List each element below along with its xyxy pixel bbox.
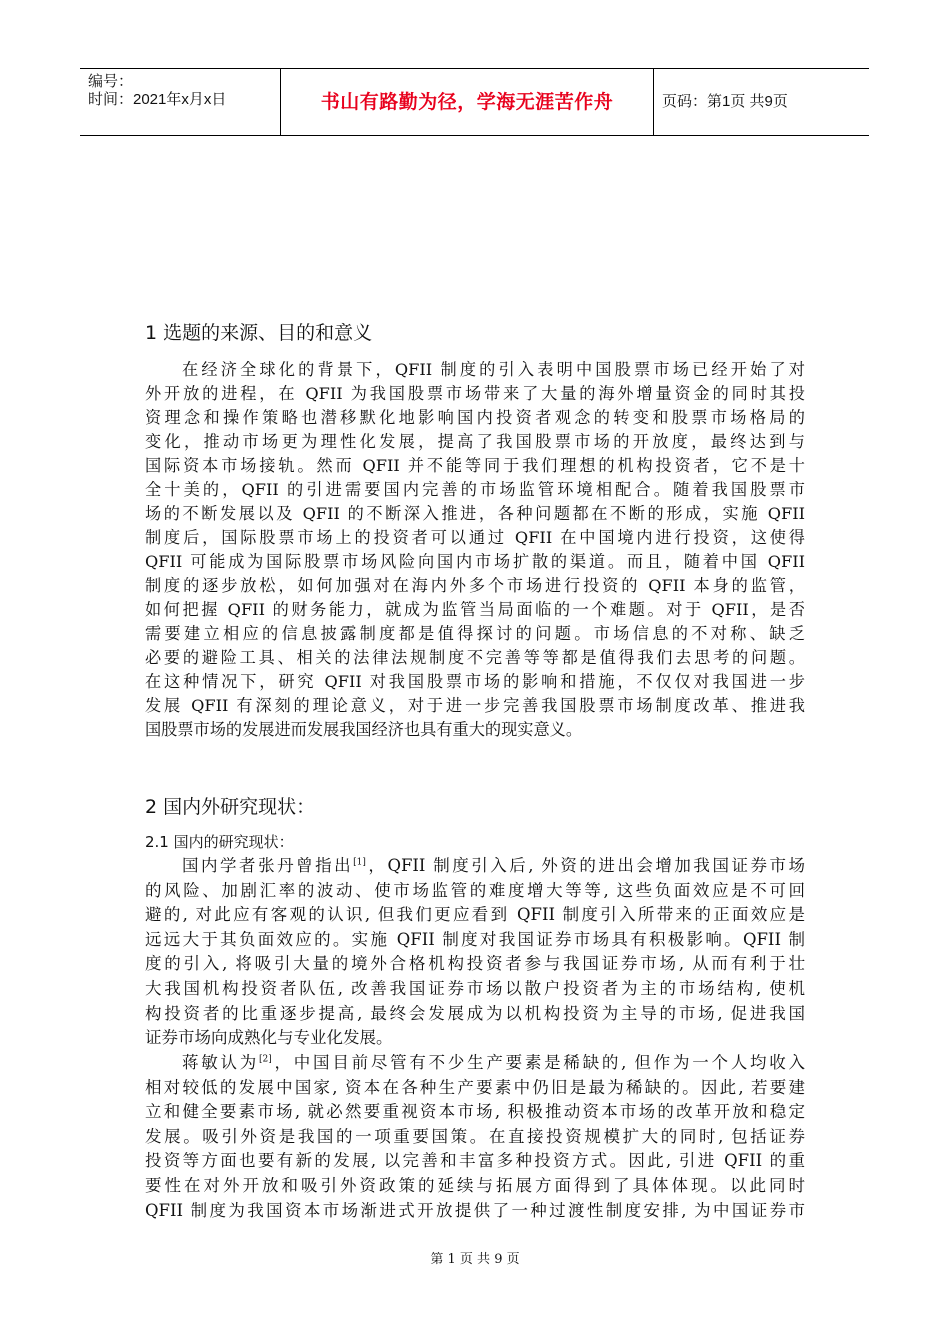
text-run: ，QFII 制度引入后, 外资的进出会增加我国证券市场	[365, 856, 806, 875]
text-line: 如何把握 QFII 的财务能力，就成为监管当局面临的一个难题。对于 QFII，是否	[145, 600, 805, 619]
text-line: 资理念和操作策略也潜移默化地影响国内投资者观念的转变和股票市场格局的	[145, 408, 805, 427]
text-line: 要性在对外开放和吸引外资政策的延续与拓展方面得到了具体体现。以此同时	[145, 1175, 805, 1195]
text-line: 场的不断发展以及 QFII 的不断深入推进，各种问题都在不断的形成，实施 QFII	[145, 504, 805, 523]
text-line: 外开放的进程，在 QFII 为我国股票市场带来了大量的海外增量资金的同时其投	[145, 384, 805, 403]
section-2-paragraph-2	[145, 1051, 805, 1223]
text-line: 变化，推动市场更为理性化发展，提高了我国股票市场的开放度，最终达到与	[145, 432, 805, 451]
text-line: 避的, 对此应有客观的认识, 但我们更应看到 QFII 制度引入所带来的正面效应是	[145, 905, 805, 925]
text-line: 全十美的，QFII 的引进需要国内完善的市场监管环境相配合。随着我国股票市	[145, 480, 805, 499]
text-line: 相对较低的发展中国家, 资本在各种生产要素中仍旧是最为稀缺的。因此, 若要建	[145, 1077, 805, 1097]
text-line: 发展 QFII 有深刻的理论意义，对于进一步完善我国股票市场制度改革、推进我	[145, 696, 805, 715]
text-line: 大我国机构投资者队伍, 改善我国证券市场以散户投资者为主的市场结构, 使机	[145, 978, 805, 998]
header-divider	[653, 69, 654, 135]
date-label: 时间：2021年x月x日	[88, 91, 227, 108]
section-2-title: 2 国内外研究现状：	[145, 796, 316, 818]
section-1-paragraph	[145, 358, 805, 742]
text-line: QFII 制度为我国资本市场渐进式开放提供了一种过渡性制度安排, 为中国证券市	[145, 1200, 805, 1220]
text-line: 需要建立相应的信息披露制度都是值得探讨的问题。市场信息的不对称、缺乏	[145, 624, 805, 643]
text-run: 国内学者张丹曾指出	[182, 856, 354, 875]
header-meta-cell	[80, 69, 280, 135]
text-line: 制度的逐步放松，如何加强对在海内外多个市场进行投资的 QFII 本身的监管，	[145, 576, 805, 595]
number-label: 编号：	[88, 73, 134, 90]
citation-ref: [1]	[353, 857, 366, 868]
text-line: 证券市场向成熟化与专业化发展。	[145, 1028, 393, 1048]
text-line: 构投资者的比重逐步提高, 最终会发展成为以机构投资为主导的市场, 促进我国	[145, 1003, 805, 1023]
text-line: 在这种情况下，研究 QFII 对我国股票市场的影响和措施，不仅仅对我国进一步	[145, 672, 805, 691]
text-line: 的风险、加剧汇率的波动、使市场监管的难度增大等等, 这些负面效应是不可回	[145, 880, 805, 900]
text-run: 蒋敏认为	[182, 1053, 260, 1072]
document-header	[80, 68, 869, 136]
section-2-1-title: 2.1 国内的研究现状：	[145, 833, 294, 851]
text-line: 必要的避险工具、相关的法律法规制度不完善等等都是值得我们去思考的问题。	[145, 648, 805, 667]
text-line: 远远大于其负面效应的。实施 QFII 制度对我国证券市场具有积极影响。QFII 制	[145, 929, 805, 949]
text-line: 发展。吸引外资是我国的一项重要国策。在直接投资规模扩大的同时, 包括证券	[145, 1126, 805, 1146]
section-2-paragraph-1	[145, 854, 805, 1051]
header-motto: 书山有路勤为径，学海无涯苦作舟	[320, 91, 614, 113]
page-code: 页码：第1页 共9页	[662, 93, 788, 110]
text-line: 投资等方面也要有新的发展, 以完善和丰富多种投资方式。因此, 引进 QFII 的重	[145, 1151, 805, 1171]
text-line	[145, 854, 805, 879]
text-line: 制度后，国际股票市场上的投资者可以通过 QFII 在中国境内进行投资，这使得	[145, 528, 805, 547]
page-footer: 第 1 页 共 9 页	[430, 1252, 520, 1267]
text-line: QFII 可能成为国际股票市场风险向国内市场扩散的渠道。而且，随着中国 QFII	[145, 552, 805, 571]
text-run: ，中国目前尽管有不少生产要素是稀缺的, 但作为一个人均收入	[271, 1053, 805, 1072]
text-line: 在经济全球化的背景下，QFII 制度的引入表明中国股票市场已经开始了对	[182, 360, 805, 379]
text-line: 立和健全要素市场, 就必然要重视资本市场, 积极推动资本市场的改革开放和稳定	[145, 1102, 805, 1122]
text-line: 度的引入, 将吸引大量的境外合格机构投资者参与我国证券市场, 从而有利于壮	[145, 954, 805, 974]
citation-ref: [2]	[259, 1054, 272, 1065]
text-line: 国际资本市场接轨。然而 QFII 并不能等同于我们理想的机构投资者，它不是十	[145, 456, 805, 475]
text-line: 国股票市场的发展进而发展我国经济也具有重大的现实意义。	[145, 720, 583, 739]
section-1-title: 1 选题的来源、目的和意义	[145, 322, 373, 344]
text-line	[145, 1051, 805, 1076]
